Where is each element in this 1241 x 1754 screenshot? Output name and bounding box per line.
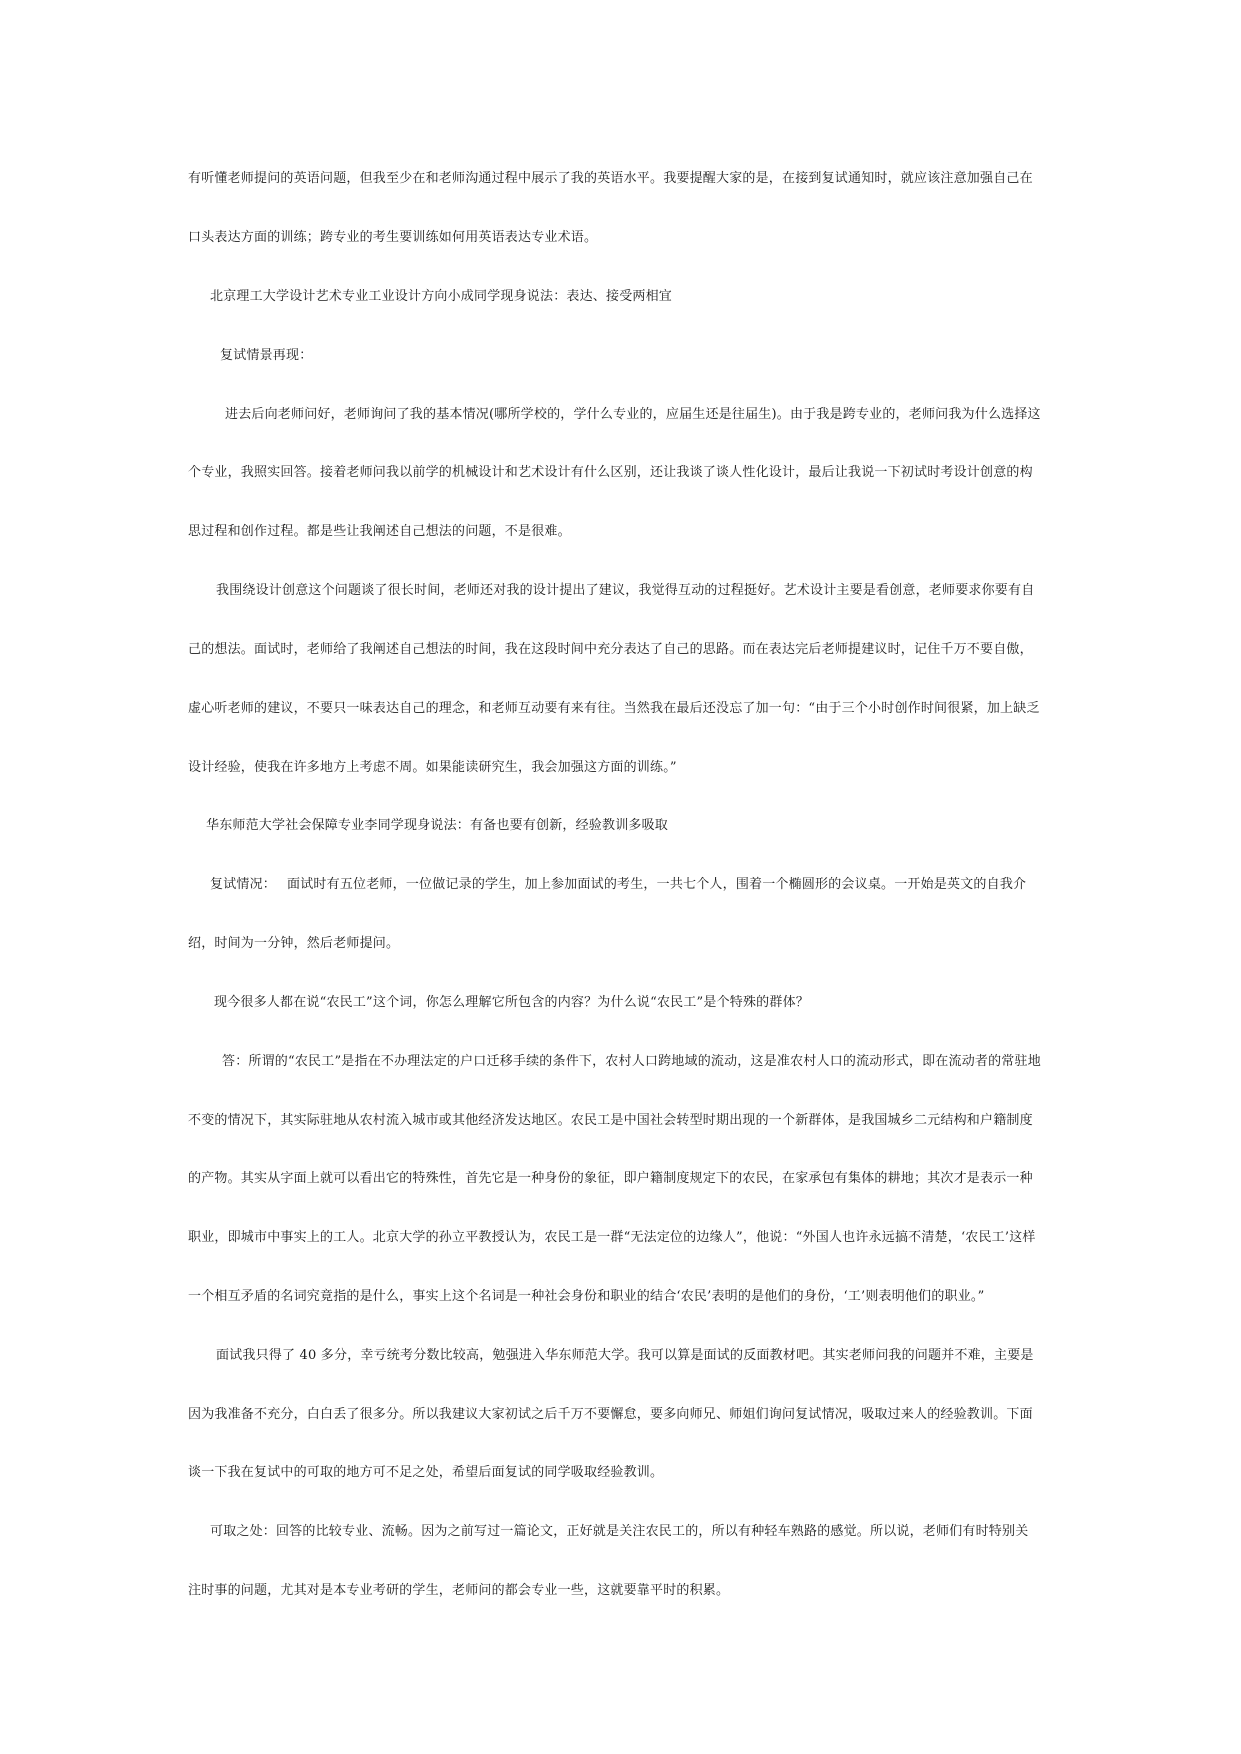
section-heading: 华东师范大学社会保障专业李同学现身说法：有备也要有创新，经验教训多吸取 (206, 818, 669, 833)
text-line: 复试情景再现： (220, 348, 313, 363)
text-line: 答：所谓的“农民工”是指在不办理法定的户口迁移手续的条件下，农村人口跨地域的流动，这是准农村人口的流动形式，即在流动者的常驻地 (222, 1054, 1041, 1069)
text-line: 个专业，我照实回答。接着老师问我以前学的机械设计和艺术设计有什么区别，还让我谈了谈人性化设计，最后让我说一下初试时考设计创意的构 (188, 465, 1033, 480)
text-line: 我围绕设计创意这个问题谈了很长时间，老师还对我的设计提出了建议，我觉得互动的过程挺好。艺术设计主要是看创意，老师要求你要有自 (216, 583, 1035, 598)
text-line: 不变的情况下，其实际驻地从农村流入城市或其他经济发达地区。农民工是中国社会转型时期出现的一个新群体，是我国城乡二元结构和户籍制度 (188, 1113, 1033, 1128)
text-line: 有听懂老师提问的英语问题，但我至少在和老师沟通过程中展示了我的英语水平。我要提醒大家的是，在接到复试通知时，就应该注意加强自己在 (188, 171, 1033, 186)
text-line: 职业，即城市中事实上的工人。北京大学的孙立平教授认为，农民工是一群“无法定位的边缘人”，他说：“外国人也许永远搞不清楚，‘农民工’这样 (188, 1230, 1036, 1245)
text-line: 虚心听老师的建议，不要只一味表达自己的理念，和老师互动要有来有往。当然我在最后还没忘了加一句：“由于三个小时创作时间很紧，加上缺乏 (188, 701, 1040, 716)
text-line: 一个相互矛盾的名词究竟指的是什么，事实上这个名词是一种社会身份和职业的结合‘农民’表明的是他们的身份，‘工’则表明他们的职业。” (188, 1289, 985, 1304)
section-heading: 北京理工大学设计艺术专业工业设计方向小成同学现身说法：表达、接受两相宜 (210, 289, 673, 304)
text-line: 设计经验，使我在许多地方上考虑不周。如果能读研究生，我会加强这方面的训练。” (188, 760, 677, 775)
text-line: 现今很多人都在说“农民工”这个词，你怎么理解它所包含的内容？为什么说“农民工”是个特殊的群体？ (214, 995, 809, 1010)
text-line: 的产物。其实从字面上就可以看出它的特殊性，首先它是一种身份的象征，即户籍制度规定下的农民，在家承包有集体的耕地；其次才是表示一种 (188, 1171, 1033, 1186)
text-line: 因为我准备不充分，白白丢了很多分。所以我建议大家初试之后千万不要懈怠，要多向师兄、师姐们询问复试情况，吸取过来人的经验教训。下面 (188, 1407, 1033, 1422)
text-line: 面试我只得了 40 多分，幸亏统考分数比较高，勉强进入华东师范大学。我可以算是面试的反面教材吧。其实老师问我的问题并不难，主要是 (216, 1348, 1034, 1363)
text-line: 谈一下我在复试中的可取的地方可不足之处，希望后面复试的同学吸取经验教训。 (188, 1465, 664, 1480)
text-line: 口头表达方面的训练；跨专业的考生要训练如何用英语表达专业术语。 (188, 230, 598, 245)
text-line: 可取之处：回答的比较专业、流畅。因为之前写过一篇论文，正好就是关注农民工的，所以有种轻车熟路的感觉。所以说，老师们有时特别关 (210, 1524, 1029, 1539)
text-line: 己的想法。面试时，老师给了我阐述自己想法的时间，我在这段时间中充分表达了自己的思路。而在表达完后老师提建议时，记住千万不要自傲， (188, 642, 1033, 657)
text-line: 注时事的问题，尤其对是本专业考研的学生，老师问的都会专业一些，这就要靠平时的积累。 (188, 1583, 730, 1598)
text-line: 复试情况： 面试时有五位老师，一位做记录的学生，加上参加面试的考生，一共七个人，围着一个椭圆形的会议桌。一开始是英文的自我介 (210, 877, 1027, 892)
text-line: 绍，时间为一分钟，然后老师提问。 (188, 936, 400, 951)
text-line: 进去后向老师问好，老师询问了我的基本情况(哪所学校的，学什么专业的，应届生还是往届生)。由于我是跨专业的，老师问我为什么选择这 (225, 407, 1041, 422)
text-line: 思过程和创作过程。都是些让我阐述自己想法的问题，不是很难。 (188, 524, 571, 539)
